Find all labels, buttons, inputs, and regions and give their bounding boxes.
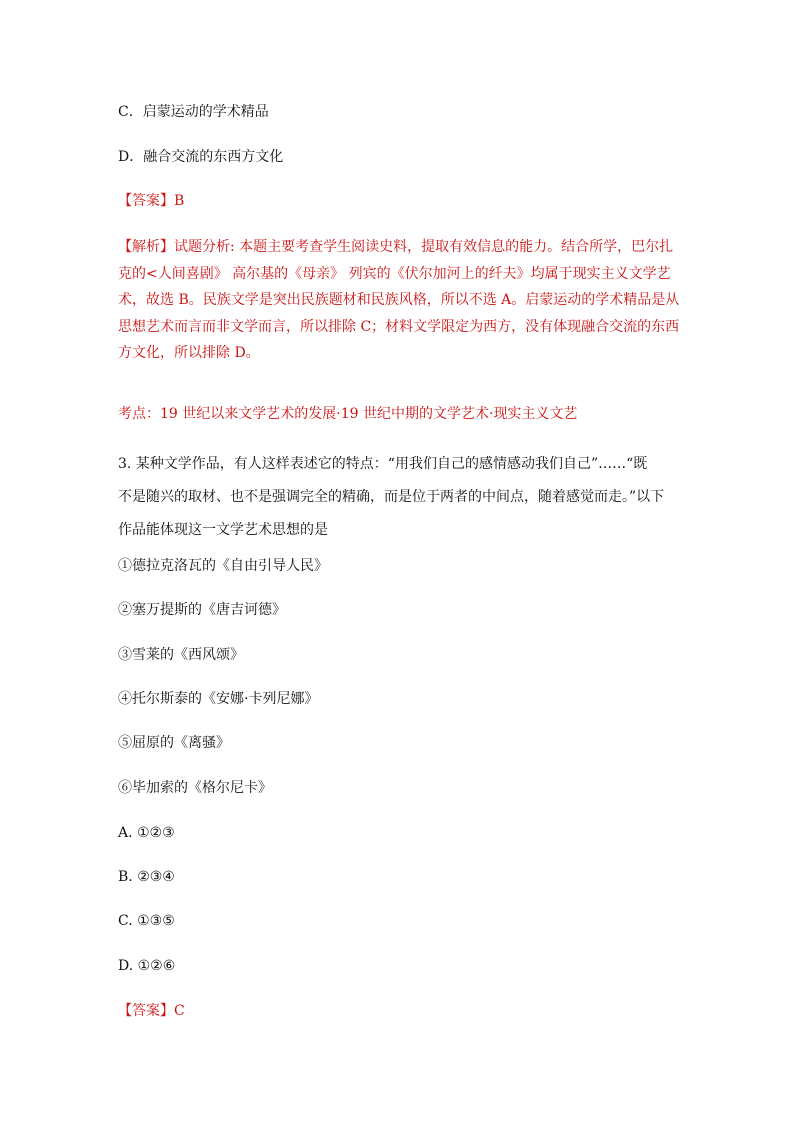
answer-2 xyxy=(118,1001,678,1021)
analysis-line: 方文化，所以排除 D。 xyxy=(118,345,260,361)
answer-value: C xyxy=(174,1003,185,1019)
question-line: 3. 某种文学作品，有人这样表述它的特点：“用我们自己的感情感动我们自己”……“既 xyxy=(118,456,648,472)
item-3: ③雪莱的《西风颂》 xyxy=(118,647,244,663)
choice-b: B. ②③④ xyxy=(118,869,175,885)
question-line: 作品能体现这一文学艺术思想的是 xyxy=(118,522,328,538)
item-2: ②塞万提斯的《唐吉诃德》 xyxy=(118,602,286,618)
choice-d: D. ①②⑥ xyxy=(118,958,176,974)
kaodian: 考点：19 世纪以来文学艺术的发展·19 世纪中期的文学艺术·现实主义文艺 xyxy=(118,406,578,422)
choice-c: C. ①③⑤ xyxy=(118,913,175,929)
answer-label: 【答案】 xyxy=(118,193,174,209)
item-6: ⑥毕加索的《格尔尼卡》 xyxy=(118,780,272,796)
item-4: ④托尔斯泰的《安娜·卡列尼娜》 xyxy=(118,691,319,707)
answer-1 xyxy=(118,191,678,211)
analysis-block xyxy=(118,234,678,367)
choice-a: A. ①②③ xyxy=(118,825,175,841)
answer-value: B xyxy=(174,193,185,209)
question-line: 不是随兴的取材、也不是强调完全的精确，而是位于两者的中间点，随着感觉而走。”以下 xyxy=(118,489,665,505)
analysis-line: 【解析】试题分析: 本题主要考查学生阅读史料，提取有效信息的能力。结合所学，巴尔扎 xyxy=(118,239,674,255)
item-1: ①德拉克洛瓦的《自由引导人民》 xyxy=(118,558,328,574)
option-c: C．启蒙运动的学术精品 xyxy=(118,104,269,120)
analysis-line: 思想艺术而言而非文学而言，所以排除 C；材料文学限定为西方，没有体现融合交流的东西 xyxy=(118,318,680,335)
item-5: ⑤屈原的《离骚》 xyxy=(118,735,230,751)
analysis-line: 克的<人间喜剧》 高尔基的《母亲》 列宾的《伏尔加河上的纤夫》均属于现实主义文学艺 xyxy=(118,265,671,282)
question-3 xyxy=(118,448,678,547)
analysis-line: 术，故选 B。民族文学是突出民族题材和民族风格，所以不选 A。启蒙运动的学术精品是从 xyxy=(118,292,680,308)
option-d: D．融合交流的东西方文化 xyxy=(118,149,284,165)
answer-label: 【答案】 xyxy=(118,1003,174,1019)
